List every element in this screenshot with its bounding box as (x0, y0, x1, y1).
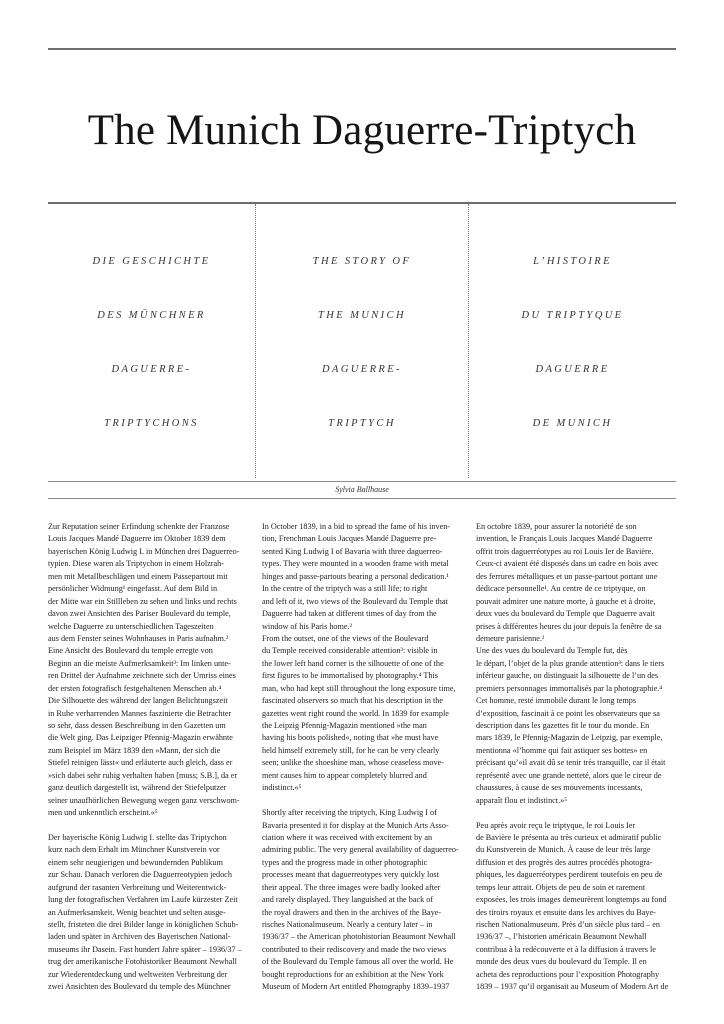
subtitle-line: DAGUERRE- (111, 364, 192, 375)
text-line: the lower left hand corner is the silhouette of one of the (262, 658, 444, 668)
text-line: ren Drittel der Aufnahme zeichnete sich der Umriss eines (48, 671, 236, 681)
subtitle-german (48, 204, 255, 478)
text-line: of the Boulevard du Temple famous all over the world. He (262, 957, 454, 967)
text-line: an Aufmerksamkeit. Wenig beachtet und selten ausge- (48, 907, 226, 917)
text-line: acheta des reproductions pour l’exposition Photography (476, 969, 660, 979)
text-line: dédicace personnelle¹. Au centre de ce triptyque, on (476, 584, 646, 594)
text-line: welche Daguerre zu unterschiedlichen Tageszeiten (48, 621, 214, 631)
text-line: demeure parisienne.² (476, 633, 545, 643)
text-line: der Mitte war ein Stillleben zu sehen und links und rechts (48, 596, 237, 606)
subtitle-line: L’HISTOIRE (533, 256, 612, 267)
text-line: contribua à la redécouverte et à la diffusion à travers le (476, 944, 656, 954)
subtitle-english (256, 204, 468, 478)
text-line: monde des deux vues du boulevard du Temple. Il en (476, 957, 647, 967)
text-line: Die Silhouette des während der langen Belichtungszeit (48, 696, 228, 706)
text-line: typien. Diese waren als Triptychon in einem Holzrah- (48, 559, 224, 569)
body-text (262, 521, 462, 994)
text-line: mars 1839, le Pfennig-Magazin de Leipzig, par exemple, (476, 733, 663, 743)
text-line: zur Schau. Danach verloren die Daguerreotypien jedoch (48, 870, 232, 880)
text-line: lung der fotografischen Verfahren im Laufe kürzester Zeit (48, 895, 238, 905)
text-line: risches Nationalmuseum. Nearly a century later – in (262, 920, 433, 929)
text-line: Bavaria presented it for display at the Munich Arts Asso- (262, 820, 449, 830)
text-line: chaussures, à cause de ses mouvements incessants, (476, 783, 643, 793)
text-line: der ersten fotografisch festgehaltenen Menschen ab.⁴ (48, 683, 222, 693)
subtitle-band (48, 204, 676, 478)
subtitle-french (469, 204, 676, 478)
text-line: Museum of Modern Art entitled Photography 1839–1937 (262, 982, 450, 992)
subtitle-line: THE MUNICH (318, 310, 406, 321)
text-line: einem sehr neugierigen und bewundernden Publikum (48, 857, 223, 867)
text-line: temps leur attrait. Objets de peu de soin et rarement (476, 882, 646, 892)
text-line: aufgrund der rasanten Verbreitung und Weiterentwick- (48, 882, 227, 892)
text-line: 1936/37 –, l’historien américain Beaumont Newhall (476, 932, 647, 942)
text-line: En octobre 1839, pour assurer la notoriété de son (476, 522, 637, 531)
text-line: men mit Metallbeschlägen und einem Passepartout mit (48, 571, 228, 581)
subtitle-line: DES MÜNCHNER (97, 310, 206, 321)
text-line: their appeal. The three images were badly looked after (262, 882, 441, 892)
text-line: museums ihr Dasein. Fast hundert Jahre später – 1936/37 – (48, 944, 242, 954)
text-line: offrit trois daguerréotypes au roi Louis Ier de Bavière. (476, 546, 654, 556)
text-line: zwei Ansichten des Boulevard du temple des Münchner (48, 982, 231, 992)
text-line: ciation where it was received with excitement by an (262, 832, 433, 842)
text-line: and left of it, two views of the Boulevard du Temple that (262, 596, 448, 606)
text-line: Ceux-ci avaient été disposés dans un cadre en bois avec (476, 559, 659, 569)
subtitle-line: DAGUERRE (535, 364, 610, 375)
text-line: so sehr, dass dessen Beschreibung in den Gazetten um (48, 721, 226, 730)
text-line: Shortly after receiving the triptych, King Ludwig I of (262, 808, 437, 818)
text-line: Der bayerische König Ludwig I. stellte das Triptychon (48, 832, 227, 842)
text-line: seiner unaufhörlichen Bewegung wegen ganz verschwom- (48, 795, 240, 805)
text-line: From the outset, one of the views of the Boulevard (262, 633, 429, 643)
text-line: »sich dabei sehr ruhig verhalten haben [muss; S.B.], da er (48, 770, 238, 780)
text-line: phiques, les daguerréotypes perdirent toutefois en peu de (476, 870, 663, 880)
text-line: inférieur gauche, on distinguait la silhouette de l’un des (476, 671, 659, 681)
text-line: ganz deutlich dargestellt ist, während der Stiefelputzer (48, 783, 227, 793)
text-line: types and the progress made in other photographic (262, 857, 428, 867)
text-line: seen; unlike the shoeshine man, whose ceaseless move- (262, 758, 444, 768)
text-line: prises à différentes heures du jour depuis la fenêtre de sa (476, 621, 662, 631)
text-line: stellt, fristeten die drei Bilder lange in königlichen Schub- (48, 920, 239, 929)
text-line: laden und später in Archiven des Bayerischen National- (48, 932, 231, 942)
text-line: held himself extremely still, for he can be very clearly (262, 745, 440, 755)
body-text (476, 521, 676, 994)
text-line: trug der amerikanische Fotohistoriker Beaumont Newhall (48, 957, 237, 967)
text-line: ment causes him to appear completely blurred and (262, 770, 427, 780)
body-text (48, 521, 248, 994)
top-rule (48, 48, 676, 50)
body-column-english (262, 521, 462, 994)
text-line: Cet homme, resté immobile durant le long temps (476, 696, 637, 706)
text-line: types. They were mounted in a wooden frame with metal (262, 559, 449, 569)
text-line: zur Wiederentdeckung und weltweiten Verbreitung der (48, 969, 228, 979)
text-line: davon zwei Ansichten des Pariser Boulevard du temple, (48, 609, 231, 619)
text-line: gazettes went right round the world. In 1839 for example (262, 708, 449, 718)
text-line: die Welt ging. Das Leipziger Pfennig-Magazin erwähnte (48, 733, 233, 743)
page-title: The Munich Daguerre-Triptych (87, 107, 637, 154)
text-line: first figures to be immortalised by photography.⁴ This (262, 671, 438, 681)
subtitle-line: DU TRIPTYQUE (521, 310, 624, 321)
subtitle-line: DAGUERRE- (322, 364, 402, 375)
paragraph-gap (48, 820, 248, 832)
text-line: aus dem Fenster seines Wohnhauses in Paris aufnahm.² (48, 633, 229, 643)
text-line: man, who had kept still throughout the long exposure time, (262, 683, 456, 693)
text-line: zum Beispiel im März 1839 den »Mann, der sich die (48, 745, 221, 755)
body-column-german (48, 521, 248, 994)
text-line: des ferrures métalliques et un passe-partout portant une (476, 571, 658, 581)
byline-bottom-rule (48, 498, 676, 499)
text-line: bayerischen König Ludwig I. in München drei Daguerreo- (48, 546, 240, 556)
text-line: du Kunstverein de Munich. À cause de leur très large (476, 845, 651, 855)
text-line: indistinct.«⁵ (262, 783, 302, 793)
text-line: fascinated observers so much that his description in the (262, 696, 443, 706)
text-line: contributed to their rediscovery and made the two views (262, 944, 447, 954)
text-line: Stiefel reinigen lässt« und erläuterte auch gleich, dass er (48, 758, 233, 768)
text-line: In the centre of the triptych was a still life; to right (262, 584, 428, 594)
author-byline: Sylvia Ballhause (335, 485, 389, 494)
text-line: pouvait admirer une nature morte, à gauche et à droite, (476, 596, 656, 606)
text-line: bought reproductions for an exhibition at the New York (262, 969, 444, 979)
text-line: processes meant that daguerreotypes very quickly lost (262, 870, 439, 880)
text-line: the royal drawers and then in the archives of the Baye- (262, 907, 442, 917)
text-line: having his boots polished«, noting that »he must have (262, 733, 439, 743)
text-line: précisant qu’«il avait dû se tenir très tranquille, car il était (476, 758, 666, 768)
text-line: Louis Jacques Mandé Daguerre im Oktober 1839 dem (48, 534, 226, 544)
subtitle-line: DE MUNICH (532, 418, 613, 429)
paragraph-gap (476, 807, 676, 819)
body-column-french (476, 521, 676, 994)
text-line: du Temple received considerable attention³: visible in (262, 646, 438, 656)
text-line: le départ, l’objet de la plus grande attention³: dans le tiers (476, 658, 665, 668)
byline-top-rule (48, 481, 676, 482)
subtitle-line: TRIPTYCH (328, 418, 396, 429)
text-line: d’exposition, fascinait à ce point les observateurs que sa (476, 708, 660, 718)
text-line: In October 1839, in a bid to spread the fame of his inven- (262, 522, 451, 531)
text-line: des tiroirs royaux et ensuite dans les archives du Baye- (476, 907, 656, 917)
text-line: window of his Paris home.² (262, 621, 353, 631)
text-line: premiers personnages immortalisés par la photographie.⁴ (476, 683, 663, 693)
text-line: Peu après avoir reçu le triptyque, le roi Louis Ier (476, 820, 636, 830)
text-line: 1936/37 – the American photohistorian Beaumont Newhall (262, 932, 456, 942)
text-line: and rarely displayed. They languished at the back of (262, 895, 434, 905)
text-line: description dans les gazettes fit le tour du monde. En (476, 721, 650, 730)
text-line: invention, le Français Louis Jacques Mandé Daguerre (476, 534, 653, 544)
subtitle-line: THE STORY OF (312, 256, 412, 267)
text-line: exposées, les trois images demeurèrent longtemps au fond (476, 895, 667, 905)
paragraph-gap (262, 795, 462, 807)
text-line: Eine Ansicht des Boulevard du temple erregte von (48, 646, 213, 656)
text-line: the Leipzig Pfennig-Magazin mentioned »the man (262, 721, 427, 730)
text-line: apparaît flou et indistinct.»⁵ (476, 795, 568, 805)
text-line: tion, Frenchman Louis Jacques Mandé Daguerre pre- (262, 534, 437, 544)
text-line: mentionna «l’homme qui fait astiquer ses bottes» en (476, 745, 648, 755)
text-line: sented King Ludwig I of Bavaria with three daguerreo- (262, 546, 443, 556)
text-line: hinges and passe-partouts bearing a personal dedication.¹ (262, 571, 449, 581)
text-line: admiring public. The very general availability of daguerreo- (262, 845, 459, 855)
text-line: diffusion et des progrès des autres procédés photogra- (476, 857, 653, 867)
text-line: 1839 – 1937 qu’il organisait au Museum of Modern Art de (476, 982, 669, 992)
subtitle-line: DIE GESCHICHTE (92, 256, 211, 267)
text-line: men und unkenntlich erscheint.«⁵ (48, 808, 158, 818)
text-line: persönlicher Widmung¹ eingefasst. Auf dem Bild in (48, 584, 218, 594)
text-line: in Ruhe verharrenden Mannes faszinierte die Betrachter (48, 708, 232, 718)
text-line: kurz nach dem Erhalt im Münchner Kunstverein vor (48, 845, 220, 855)
text-line: Une des vues du boulevard du Temple fut, dès (476, 646, 628, 656)
text-line: représenté avec une grande netteté, alors que le cireur de (476, 770, 662, 780)
text-line: Zur Reputation seiner Erfindung schenkte der Franzose (48, 522, 230, 531)
text-line: deux vues du boulevard du Temple que Daguerre avait (476, 609, 655, 619)
subtitle-line: TRIPTYCHONS (104, 418, 199, 429)
text-line: de Bavière le présenta au très curieux et admiratif public (476, 832, 662, 842)
text-line: Beginn an die meiste Aufmerksamkeit³: Im linken unte- (48, 658, 231, 668)
text-line: rischen Nationalmuseum. Près d’un siècle plus tard – en (476, 920, 660, 929)
text-line: Daguerre had taken at different times of day from the (262, 609, 437, 619)
